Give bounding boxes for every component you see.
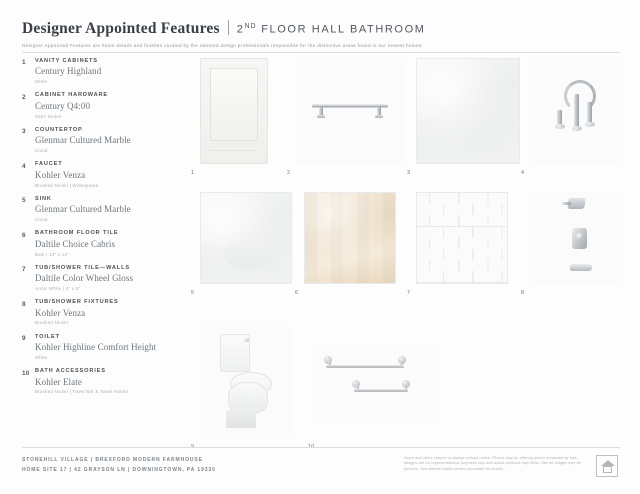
swatch-label-6: 6 <box>295 290 299 296</box>
legend-number: 6 <box>22 231 26 239</box>
list-item <box>22 230 177 256</box>
swatch-label-1: 1 <box>191 170 195 176</box>
legend-category: VANITY CABINETS <box>35 58 98 64</box>
legend-number: 5 <box>22 197 26 205</box>
legend-product: Kohler Venza <box>35 307 86 318</box>
marble-texture <box>417 59 519 163</box>
towel-holder-icon <box>352 380 410 394</box>
legend-note: Brushed Nickel | Towel Bar & Towel Holder <box>35 389 129 395</box>
list-item <box>22 299 177 325</box>
product-image-bath-accessories <box>318 344 434 422</box>
swatch-label-7: 7 <box>407 290 411 296</box>
legend-number: 9 <box>22 335 26 343</box>
logo-house-body <box>603 466 612 473</box>
legend-product: Glenmar Cultured Marble <box>35 204 131 215</box>
legend-category: BATH ACCESSORIES <box>35 368 106 375</box>
legend-number: 7 <box>22 266 26 274</box>
list-item <box>22 127 177 153</box>
towel-bar-icon <box>324 356 406 370</box>
legend-category: TUB/SHOWER TILE—WALLS <box>35 264 130 271</box>
legend-product: Glenmar Cultured Marble <box>35 135 131 146</box>
legend-note: Cloud <box>35 148 48 154</box>
legend-note: Satin Nickel <box>35 113 62 119</box>
list-item <box>22 196 177 222</box>
product-image-faucet <box>530 58 622 164</box>
legend-product: Century Q4:00 <box>35 100 91 111</box>
product-image-countertop <box>416 58 520 164</box>
product-image-tub-shower-tile-walls <box>416 192 508 284</box>
legend-number: 10 <box>22 369 30 377</box>
legend-category: COUNTERTOP <box>35 126 83 133</box>
bar-pull-icon <box>312 104 388 120</box>
list-item <box>22 334 177 360</box>
product-image-cabinet-hardware <box>296 58 404 164</box>
legend-note: Brushed Nickel | Widespread <box>35 182 99 188</box>
legend-note: White <box>35 79 48 85</box>
legend-note: Brushed Nickel <box>35 320 69 326</box>
footer-line-2: HOME SITE 17 | 42 GRAYSON LN | DOWNINGTOWN, PA 19335 <box>22 466 216 473</box>
travertine-texture <box>305 193 395 283</box>
legend-product: Century Highland <box>35 66 102 77</box>
legend-number: 2 <box>22 93 26 101</box>
toilet-flush-lever-icon <box>244 338 249 342</box>
legend-number: 1 <box>22 59 26 67</box>
list-item <box>22 58 177 84</box>
faucet-icon <box>556 80 600 142</box>
sink-basin <box>223 239 273 269</box>
legend-category: TUB/SHOWER FIXTURES <box>35 299 119 306</box>
cabinet-door-rail <box>210 150 258 151</box>
swatch-label-8: 8 <box>521 290 525 296</box>
title-row <box>22 18 622 38</box>
page-description: Designer Appointed Features are home details and finishes curated by the talented design professionals responsible for the distinctive areas found in our newest homes. <box>22 43 424 48</box>
marble-texture <box>201 193 291 283</box>
legend-product: Kohler Elate <box>35 376 82 387</box>
legend-category: CABINET HARDWARE <box>35 92 108 99</box>
product-image-bathroom-floor-tile <box>304 192 396 284</box>
page-subtitle-heading: 2ND FLOOR HALL BATHROOM <box>236 23 426 36</box>
title-divider <box>228 20 229 35</box>
legend-product: Kohler Highline Comfort Height <box>35 342 157 353</box>
swatch-label-4: 4 <box>521 170 525 176</box>
page-header <box>22 18 622 48</box>
legend-product: Daltile Choice Cabris <box>35 238 116 249</box>
legend-category: FAUCET <box>35 161 63 168</box>
equal-housing-logo <box>596 455 618 477</box>
header-divider <box>22 52 620 53</box>
footer-community-info <box>22 456 216 475</box>
list-item <box>22 161 177 187</box>
legend-number: 3 <box>22 128 26 136</box>
legend-product: Daltile Color Wheel Gloss <box>35 273 134 284</box>
product-image-vanity-cabinets <box>200 58 268 164</box>
legend-note: Cloud <box>35 217 48 223</box>
legend-note: White <box>35 354 48 360</box>
footer-disclaimer: Home and offers subject to change without notice. Photos may be offering and/or enhanced by size, designs are for representational purposes only and actual products may differ. See all images may be pictures. See selected sales center consultant for details. <box>404 456 581 471</box>
features-legend <box>22 58 177 403</box>
swatch-label-5: 5 <box>191 290 195 296</box>
legend-product: Kohler Venza <box>35 169 86 180</box>
legend-category: SINK <box>35 195 52 202</box>
product-image-tub-shower-fixtures <box>530 192 622 284</box>
subway-tile-texture <box>417 193 507 283</box>
list-item <box>22 265 177 291</box>
cabinet-door-panel <box>210 68 258 141</box>
list-item <box>22 368 177 394</box>
legend-category: TOILET <box>35 333 60 340</box>
product-image-sink <box>200 192 292 284</box>
swatch-label-3: 3 <box>407 170 411 176</box>
shower-trim-knob-icon <box>576 233 583 240</box>
list-item <box>22 92 177 118</box>
legend-number: 8 <box>22 300 26 308</box>
legend-number: 4 <box>22 162 26 170</box>
footer-line-1: STONEHILL VILLAGE | BREXFORD MODERN FARMHOUSE <box>22 457 203 463</box>
page-title: Designer Appointed Features <box>22 20 220 37</box>
swatch-label-2: 2 <box>287 170 291 176</box>
legend-note: Bust | 12" x 12" <box>35 251 70 257</box>
legend-note: Arctic White | 3" x 6" <box>35 285 81 291</box>
product-image-toilet <box>200 326 292 438</box>
toilet-base <box>226 410 256 428</box>
tub-spout-icon <box>570 264 592 271</box>
footer-divider <box>22 447 620 448</box>
shower-arm <box>562 202 571 205</box>
legend-category: BATHROOM FLOOR TILE <box>35 230 119 237</box>
